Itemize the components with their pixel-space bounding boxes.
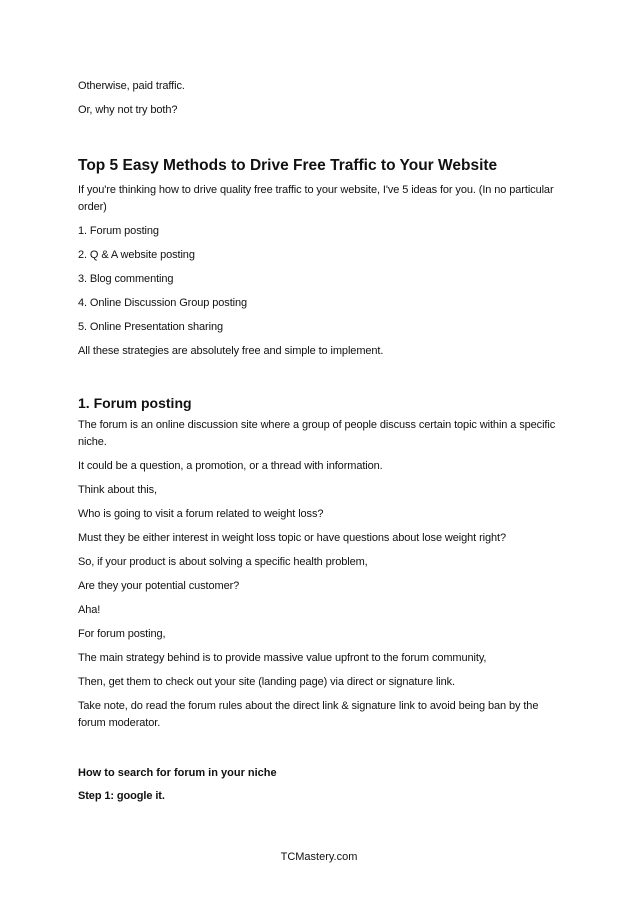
step-heading: Step 1: google it. [78,790,165,802]
paragraph: Take note, do read the forum rules about the direct link & signature link to avoid being ban by the forum moderator. [78,700,539,729]
method-item: 3. Blog commenting [78,273,174,285]
paragraph: Then, get them to check out your site (landing page) via direct or signature link. [78,676,456,688]
section-heading-forum-posting: 1. Forum posting [78,395,192,411]
paragraph: Are they your potential customer? [78,580,240,592]
paragraph: Think about this, [78,484,158,496]
method-item: 4. Online Discussion Group posting [78,297,248,309]
intro-line-1: Otherwise, paid traffic. [78,80,185,92]
paragraph: The main strategy behind is to provide massive value upfront to the forum community, [78,652,487,664]
paragraph: Aha! [78,604,101,616]
paragraph: It could be a question, a promotion, or a thread with information. [78,460,383,472]
method-item: 1. Forum posting [78,225,159,237]
paragraph: For forum posting, [78,628,166,640]
paragraph: Must they be either interest in weight loss topic or have questions about lose weight right? [78,532,506,544]
paragraph: The forum is an online discussion site where a group of people discuss certain topic within a specific niche. [78,419,556,448]
paragraph: Who is going to visit a forum related to weight loss? [78,508,324,520]
method-item: 5. Online Presentation sharing [78,321,223,333]
section-heading-top5: Top 5 Easy Methods to Drive Free Traffic to Your Website [78,157,498,174]
paragraph: So, if your product is about solving a specific health problem, [78,556,368,568]
section-closing: All these strategies are absolutely free and simple to implement. [78,345,384,357]
method-item: 2. Q & A website posting [78,249,195,261]
section-intro: If you're thinking how to drive quality free traffic to your website, I've 5 ideas for you. (In no particular order) [78,184,554,213]
intro-line-2: Or, why not try both? [78,104,178,116]
page-footer: TCMastery.com [280,851,358,863]
section-heading-search-forum: How to search for forum in your niche [78,767,277,779]
